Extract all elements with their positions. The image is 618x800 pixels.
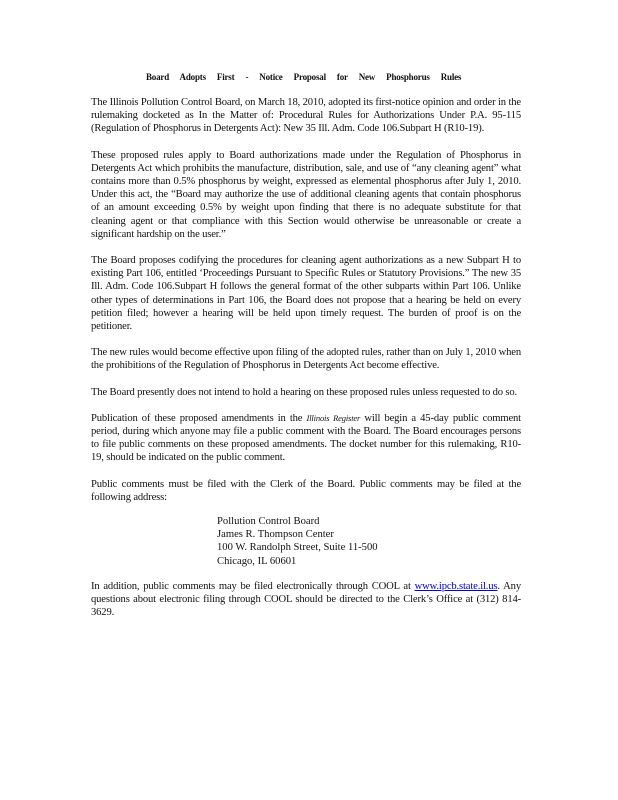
paragraph-applicability: These proposed rules apply to Board authorizations made under the Regulation of Phosphorus in Detergents Act which prohibits the manufacture, distribution, sale, and use of “any cleaning agent” what contains more than 0.5% phosphorus by weight, expressed as elemental phosphorus after July 1, 2010. Under this act, the “Board may authorize the use of additional cleaning agents that contain phosphorus of an amount exceeding 0.5% by weight upon finding that there is no adequate substitute for that cleaning agent or that compliance with this Section would otherwise be unreasonable or create a significant hardship on the user.” <box>91 149 521 240</box>
document-title: Board Adopts First - Notice Proposal for New Phosphorus Rules <box>146 72 462 82</box>
electronic-text-start: In addition, public comments may be filed electronically through COOL at <box>91 580 415 592</box>
paragraph-electronic-filing <box>91 580 521 620</box>
paragraph-hearing: The Board presently does not intend to hold a hearing on these proposed rules unless requested to do so. <box>91 386 518 398</box>
publication-text-end: will begin a 45-day public comment period, during which anyone may file a public comment with the Board. The Board encourages persons to file public comments on these proposed amendments. The docket number for this rulemaking, R10-19, should be indicated on the public comment. <box>91 412 521 464</box>
paragraph-publication <box>91 412 521 465</box>
paragraph-adoption: The Illinois Pollution Control Board, on March 18, 2010, adopted its first-notice opinion and order in the rulemaking docketed as In the Matter of: Procedural Rules for Authorizations Under P.A. 95-115 (Regulation of Phosphorus in Detergents Act): New 35 Ill. Adm. Code 106.Subpart H (R10-19). <box>91 97 521 135</box>
website-link[interactable]: www.ipcb.state.il.us <box>414 580 498 592</box>
mailing-address <box>217 515 521 568</box>
illinois-register-italic: Illinois Register <box>306 412 361 423</box>
electronic-text-end: . Any questions about electronic filing through COOL should be directed to the Clerk’s Office at (312) 814-3629. <box>91 580 521 619</box>
paragraph-effective-date: The new rules would become effective upon filing of the adopted rules, rather than on July 1, 2010 when the prohibitions of the Regulation of Phosphorus in Detergents Act become effective. <box>91 347 521 372</box>
address-line-3: 100 W. Randolph Street, Suite 11-500 <box>217 542 378 554</box>
address-line-1: Pollution Control Board <box>217 516 320 528</box>
paragraph-codification: The Board proposes codifying the procedures for cleaning agent authorizations as a new Subpart H to existing Part 106, entitled ‘Proceedings Pursuant to Specific Rules or Statutory Provisions.” The new 35 Ill. Adm. Code 106.Subpart H follows the general format of the other subparts within Part 106. Unlike other types of determinations in Part 106, the Board does not propose that a hearing be held on every petition filed; however a hearing will be held upon timely request. The burden of proof is on the petitioner. <box>91 255 521 333</box>
document-page <box>91 72 521 633</box>
paragraph-filing: Public comments must be filed with the Clerk of the Board. Public comments may be filed at the following address: <box>91 478 521 503</box>
publication-text-start: Publication of these proposed amendments in the <box>91 412 307 424</box>
address-line-4: Chicago, IL 60601 <box>217 555 297 567</box>
address-line-2: James R. Thompson Center <box>217 529 334 541</box>
